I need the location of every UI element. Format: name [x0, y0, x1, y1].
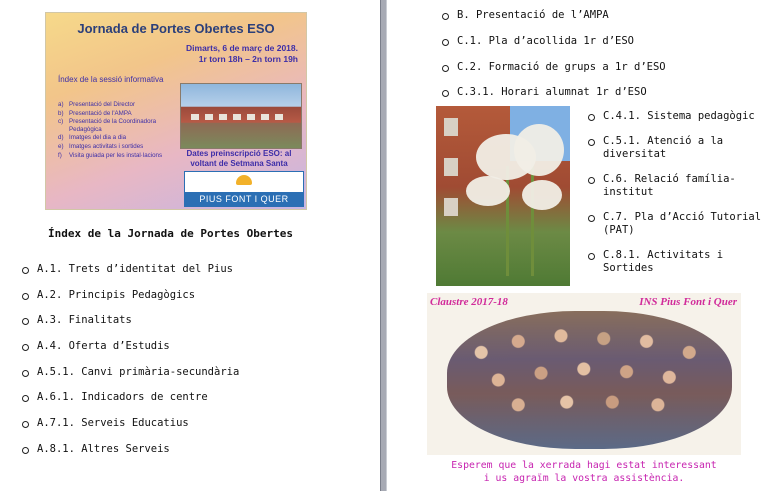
list-item-text: A.6.1. Indicadors de centre: [37, 391, 208, 404]
poster-index-item: [58, 110, 176, 118]
bullet-icon: [22, 447, 29, 454]
index-list-right-side: [588, 110, 763, 287]
bullet-icon: [22, 318, 29, 325]
list-item: [442, 61, 666, 87]
poster-index-item: [58, 101, 176, 109]
bullet-icon: [588, 114, 595, 121]
bullet-icon: [442, 39, 449, 46]
list-item: [22, 263, 239, 289]
list-item: [588, 173, 763, 199]
list-item-text: C.4.1. Sistema pedagògic: [603, 110, 755, 122]
list-item: [22, 314, 239, 340]
poster-index-text: Presentació de la Coordinadora Pedagògica: [69, 118, 157, 133]
bullet-icon: [588, 139, 595, 146]
list-item-text: A.4. Oferta d’Estudis: [37, 340, 170, 353]
list-item: [22, 340, 239, 366]
list-item-text: A.5.1. Canvi primària-secundària: [37, 365, 240, 378]
poster-index-key: f): [58, 151, 62, 159]
photo-caption-left: Claustre 2017-18: [430, 296, 508, 308]
list-item-text: C.1. Pla d’acollida 1r d’ESO: [457, 34, 635, 47]
list-item: [22, 417, 239, 443]
bullet-icon: [588, 253, 595, 260]
poster-index-item: [58, 118, 176, 133]
closing-line2: i us agraïm la vostra assistència.: [483, 473, 685, 484]
bullet-icon: [22, 395, 29, 402]
school-emblem-icon: [236, 175, 252, 185]
poster-index-key: d): [58, 134, 64, 142]
poster-index-key: a): [58, 101, 64, 108]
bullet-icon: [442, 65, 449, 72]
bullet-icon: [22, 421, 29, 428]
list-item-text: A.2. Principis Pedagògics: [37, 288, 196, 301]
poster-date-line2: 1r torn 18h – 2n torn 19h: [198, 54, 298, 64]
preinscription-dates: [170, 149, 308, 169]
poster-date-line1: Dimarts, 6 de març de 2018.: [186, 43, 298, 53]
bullet-icon: [22, 370, 29, 377]
poster-index-text: Visita guiada per les instal·lacions: [69, 151, 163, 159]
pampas-grass-photo: [436, 106, 570, 286]
poster-index-item: [58, 134, 176, 142]
open-day-poster: [45, 12, 307, 210]
list-item: [442, 9, 666, 35]
poster-index-key: c): [58, 118, 64, 126]
index-list-right-top: [442, 9, 666, 112]
index-heading: Índex de la Jornada de Portes Obertes: [48, 227, 294, 240]
photo-caption-right: INS Pius Font i Quer: [639, 296, 737, 308]
document-page-left: [0, 0, 380, 491]
bullet-icon: [442, 90, 449, 97]
list-item: [22, 391, 239, 417]
poster-index-text: Imatges del dia a dia: [69, 134, 127, 142]
bullet-icon: [442, 13, 449, 20]
poster-index-list: [58, 101, 176, 160]
poster-title: Jornada de Portes Obertes ESO: [77, 21, 275, 36]
list-item-text: C.2. Formació de grups a 1r d’ESO: [457, 60, 666, 73]
bullet-icon: [22, 293, 29, 300]
poster-index-item: [58, 152, 176, 160]
bullet-icon: [588, 215, 595, 222]
list-item: [22, 289, 239, 315]
bullet-icon: [22, 267, 29, 274]
staff-crowd-image: [447, 311, 732, 449]
list-item: [588, 249, 763, 275]
school-logo-text: PIUS FONT I QUER: [185, 192, 303, 206]
list-item: [588, 110, 763, 123]
poster-index-text: Presentació del Director: [69, 101, 136, 108]
poster-date: [186, 43, 298, 65]
poster-index-key: e): [58, 142, 64, 150]
staff-group-photo: [427, 293, 741, 455]
poster-index-title: Índex de la sessió informativa: [58, 75, 164, 84]
list-item: [588, 135, 763, 161]
page-divider: [380, 0, 387, 491]
list-item-text: C.3.1. Horari alumnat 1r d’ESO: [457, 86, 647, 99]
list-item: [22, 366, 239, 392]
list-item-text: C.5.1. Atenció a la diversitat: [603, 135, 724, 160]
list-item-text: C.7. Pla d’Acció Tutorial (PAT): [603, 211, 762, 236]
poster-index-item: [58, 143, 176, 151]
closing-line1: Esperem que la xerrada hagi estat interessant: [451, 460, 717, 471]
list-item-text: C.8.1. Activitats i Sortides: [603, 249, 724, 274]
poster-index-key: b): [58, 109, 64, 117]
bullet-icon: [22, 344, 29, 351]
preinscription-line1: Dates preinscripció ESO: al: [186, 149, 292, 158]
list-item-text: A.8.1. Altres Serveis: [37, 442, 170, 455]
poster-index-text: Presentació de l'AMPA: [69, 109, 132, 117]
list-item-text: A.3. Finalitats: [37, 314, 132, 327]
list-item: [22, 443, 239, 469]
list-item-text: B. Presentació de l’AMPA: [457, 9, 609, 21]
list-item-text: C.6. Relació família-institut: [603, 173, 736, 198]
preinscription-line2: voltant de Setmana Santa: [190, 159, 288, 168]
list-item-text: A.7.1. Serveis Educatius: [37, 417, 189, 430]
school-building-photo: [180, 83, 302, 149]
list-item: [442, 35, 666, 61]
school-logo: [184, 171, 304, 207]
list-item-text: A.1. Trets d’identitat del Pius: [37, 263, 233, 275]
document-page-right: [387, 0, 768, 491]
list-item: [588, 211, 763, 237]
bullet-icon: [588, 177, 595, 184]
closing-message: [427, 459, 741, 485]
index-list-left: [22, 263, 239, 469]
poster-index-text: Imatges activitats i sortides: [69, 142, 144, 150]
